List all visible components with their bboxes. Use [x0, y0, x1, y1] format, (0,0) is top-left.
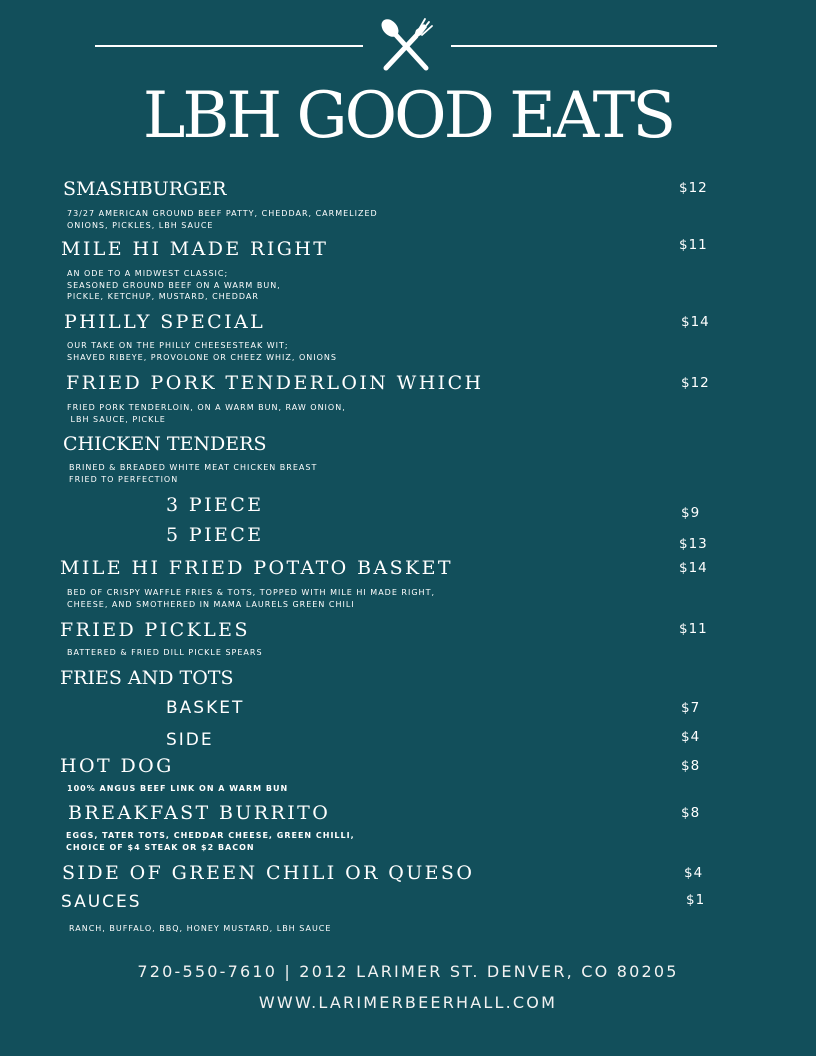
footer-contact: 720-550-7610 | 2012 LARIMER ST. DENVER, CO 80205 — [137, 962, 679, 981]
item-price-sauces: $1 — [686, 892, 706, 908]
item-desc-chicken-tenders: BRINED & BREADED WHITE MEAT CHICKEN BREAST FRIED TO PERFECTION — [69, 463, 318, 484]
item-price-hot-dog: $8 — [681, 758, 701, 774]
item-name-side-of-green-chili-or-queso: SIDE OF GREEN CHILI OR QUESO — [62, 862, 475, 884]
option-label-3-piece: 3 PIECE — [166, 494, 264, 516]
item-name-philly-special: PHILLY SPECIAL — [64, 311, 266, 333]
option-price-side: $4 — [681, 729, 701, 745]
footer-website[interactable]: WWW.LARIMERBEERHALL.COM — [258, 993, 558, 1012]
item-name-fried-pickles: FRIED PICKLES — [60, 619, 250, 641]
item-name-fried-pork-tenderloin: FRIED PORK TENDERLOIN WHICH — [66, 372, 484, 394]
item-desc-philly-special: OUR TAKE ON THE PHILLY CHEESESTEAK WIT; SHAVED RIBEYE, PROVOLONE OR CHEEZ WHIZ, ONIONS — [67, 341, 337, 362]
option-label-basket: BASKET — [166, 698, 245, 718]
item-price-mile-hi-fried-potato-basket: $14 — [679, 560, 708, 576]
option-price-basket: $7 — [681, 700, 701, 716]
item-desc-hot-dog: 100% ANGUS BEEF LINK ON A WARM BUN — [67, 784, 289, 793]
option-price-3-piece: $9 — [681, 505, 701, 521]
option-price-5-piece: $13 — [679, 536, 708, 552]
item-name-mile-hi-fried-potato-basket: MILE HI FRIED POTATO BASKET — [60, 557, 453, 579]
item-name-fries-and-tots: FRIES AND TOTS — [60, 667, 234, 689]
page-title: LBH GOOD EATS — [142, 79, 674, 153]
item-price-philly-special: $14 — [681, 314, 710, 330]
item-name-smashburger: SMASHBURGER — [63, 178, 227, 200]
item-name-breakfast-burrito: BREAKFAST BURRITO — [68, 802, 331, 824]
item-name-chicken-tenders: CHICKEN TENDERS — [63, 433, 267, 455]
item-price-fried-pickles: $11 — [679, 621, 708, 637]
header-rule-left — [95, 45, 363, 47]
item-price-mile-hi-made-right: $11 — [679, 237, 708, 253]
item-price-fried-pork-tenderloin: $12 — [681, 375, 710, 391]
item-desc-breakfast-burrito: EGGS, TATER TOTS, CHEDDAR CHEESE, GREEN CHILLI, CHOICE OF $4 STEAK OR $2 BACON — [66, 831, 355, 852]
item-name-sauces: SAUCES — [61, 892, 142, 912]
option-label-5-piece: 5 PIECE — [166, 524, 264, 546]
item-name-hot-dog: HOT DOG — [60, 755, 174, 777]
item-desc-smashburger: 73/27 AMERICAN GROUND BEEF PATTY, CHEDDAR, CARMELIZED ONIONS, PICKLES, LBH SAUCE — [67, 209, 378, 230]
item-price-side-of-green-chili-or-queso: $4 — [684, 865, 704, 881]
fork-and-spoon-icon — [378, 16, 434, 74]
item-desc-fried-pickles: BATTERED & FRIED DILL PICKLE SPEARS — [67, 648, 263, 657]
item-desc-sauces: RANCH, BUFFALO, BBQ, HONEY MUSTARD, LBH SAUCE — [69, 924, 332, 933]
item-desc-fried-pork-tenderloin: FRIED PORK TENDERLOIN, ON A WARM BUN, RAW ONION, LBH SAUCE, PICKLE — [67, 403, 346, 424]
item-price-breakfast-burrito: $8 — [681, 805, 701, 821]
item-desc-mile-hi-fried-potato-basket: BED OF CRISPY WAFFLE FRIES & TOTS, TOPPED WITH MILE HI MADE RIGHT, CHEESE, AND SMOTHERED IN MAMA LAURELS GREEN CHILI — [67, 588, 435, 609]
item-name-mile-hi-made-right: MILE HI MADE RIGHT — [61, 238, 329, 260]
header-rule-right — [451, 45, 717, 47]
item-desc-mile-hi-made-right: AN ODE TO A MIDWEST CLASSIC; SEASONED GROUND BEEF ON A WARM BUN, PICKLE, KETCHUP, MUSTARD, CHEDDAR — [67, 269, 281, 301]
option-label-side: SIDE — [166, 730, 214, 750]
item-price-smashburger: $12 — [679, 180, 708, 196]
